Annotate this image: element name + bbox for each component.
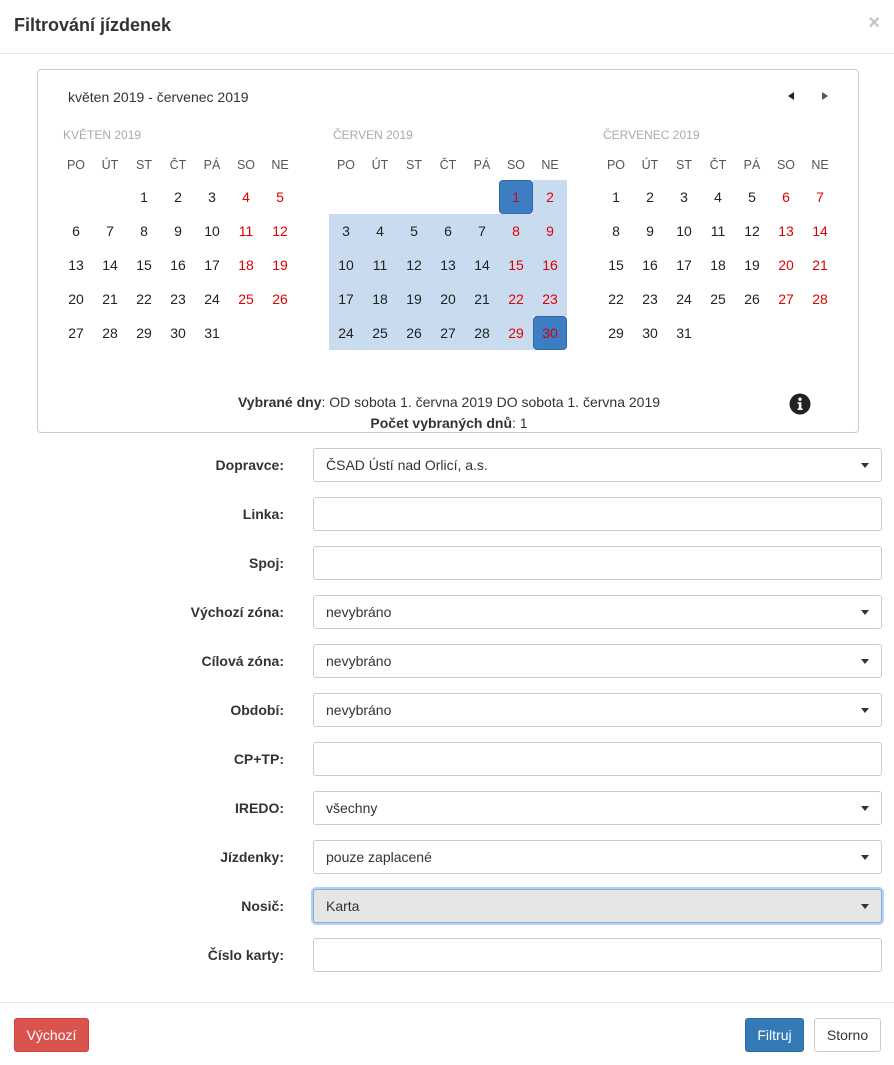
calendar-day[interactable]: 20	[68, 291, 84, 307]
calendar-day[interactable]: 9	[533, 214, 567, 248]
weekday-header: NE	[541, 158, 559, 172]
calendar-day[interactable]: 12	[397, 248, 431, 282]
calendar-day[interactable]: 26	[397, 316, 431, 350]
calendar-day[interactable]: 1	[499, 180, 533, 214]
calendar-day[interactable]: 20	[431, 282, 465, 316]
filter-button[interactable]: Filtruj	[745, 1018, 804, 1052]
calendar-day[interactable]: 30	[170, 325, 186, 341]
tickets-select-value: pouze zaplacené	[326, 849, 432, 865]
calendar-day[interactable]: 4	[363, 214, 397, 248]
calendar-day[interactable]: 14	[465, 248, 499, 282]
calendar-day[interactable]: 8	[140, 223, 148, 239]
close-button[interactable]: ×	[868, 12, 880, 34]
weekday-header: SO	[776, 158, 796, 172]
calendar-day[interactable]: 7	[816, 189, 824, 205]
iredo-select[interactable]	[313, 791, 882, 825]
chevron-down-icon	[861, 708, 869, 713]
calendar-day[interactable]: 5	[748, 189, 756, 205]
calendar-day[interactable]: 27	[68, 325, 84, 341]
origin-zone-label: Výchozí zóna:	[190, 604, 284, 620]
chevron-down-icon	[861, 463, 869, 468]
row-destination-zone	[0, 644, 894, 678]
tickets-label: Jízdenky:	[220, 849, 284, 865]
weekday-header: ST	[676, 158, 692, 172]
iredo-label: IREDO:	[235, 800, 284, 816]
chevron-down-icon	[861, 904, 869, 909]
previous-month-icon[interactable]	[784, 88, 798, 104]
line-label: Linka:	[242, 506, 284, 522]
calendar-day[interactable]: 14	[812, 223, 828, 239]
calendar-day[interactable]: 3	[329, 214, 363, 248]
weekday-header: ČT	[169, 158, 187, 172]
modal-header	[0, 0, 894, 54]
row-line	[0, 497, 894, 531]
modal-title: Filtrování jízdenek	[14, 15, 172, 35]
calendar-day[interactable]: 6	[72, 223, 80, 239]
weekday-header: SO	[506, 158, 526, 172]
calendar-day[interactable]: 22	[499, 282, 533, 316]
cancel-button[interactable]: Storno	[814, 1018, 881, 1052]
weekday-header: PÁ	[203, 158, 221, 172]
calendar-day[interactable]: 9	[174, 223, 182, 239]
row-card-number	[0, 938, 894, 972]
calendar-day[interactable]: 11	[710, 223, 726, 239]
month-name: KVĚTEN 2019	[63, 128, 142, 142]
calendar-day[interactable]: 23	[642, 291, 658, 307]
calendar-day[interactable]: 27	[431, 316, 465, 350]
calendar-range-title: květen 2019 - červenec 2019	[68, 89, 249, 105]
calendar-day[interactable]: 21	[102, 291, 118, 307]
calendar-day[interactable]: 19	[272, 257, 288, 273]
calendar-day[interactable]: 30	[533, 316, 567, 350]
origin-zone-select[interactable]	[313, 595, 882, 629]
chevron-down-icon	[861, 610, 869, 615]
row-origin-zone	[0, 595, 894, 629]
period-label: Období:	[230, 702, 284, 718]
calendar-day[interactable]: 16	[642, 257, 658, 273]
calendar-day[interactable]: 8	[612, 223, 620, 239]
calendar-day[interactable]: 17	[676, 257, 692, 273]
weekday-header: ST	[406, 158, 422, 172]
weekday-header: PO	[336, 158, 356, 172]
carrier-type-label: Nosič:	[241, 898, 284, 914]
selected-days-value: : OD sobota 1. června 2019 DO sobota 1. června 2019	[321, 394, 661, 410]
calendar-day[interactable]: 24	[329, 316, 363, 350]
calendar-day[interactable]: 7	[465, 214, 499, 248]
calendar-day[interactable]: 11	[363, 248, 397, 282]
calendar-day[interactable]: 15	[608, 257, 624, 273]
row-cptp	[0, 742, 894, 776]
selected-days-summary	[38, 394, 860, 410]
calendar-day[interactable]: 27	[778, 291, 794, 307]
calendar-day[interactable]: 15	[499, 248, 533, 282]
trip-label: Spoj:	[249, 555, 284, 571]
card-number-input[interactable]	[313, 938, 882, 972]
weekday-header: PO	[606, 158, 626, 172]
selected-count-label: Počet vybraných dnů	[370, 415, 512, 431]
calendar-day[interactable]: 18	[238, 257, 254, 273]
calendar-day[interactable]: 12	[272, 223, 288, 239]
calendar-day[interactable]: 25	[363, 316, 397, 350]
calendar-day[interactable]: 3	[208, 189, 216, 205]
calendar-day[interactable]: 23	[533, 282, 567, 316]
carrier-select[interactable]	[313, 448, 882, 482]
calendar-day[interactable]: 15	[136, 257, 152, 273]
calendar-day[interactable]: 4	[242, 189, 250, 205]
selected-count-value: : 1	[512, 415, 528, 431]
modal-footer	[0, 1002, 894, 1065]
weekday-header: ÚT	[101, 158, 119, 172]
calendar-day[interactable]: 23	[170, 291, 186, 307]
calendar-day[interactable]: 24	[204, 291, 220, 307]
chevron-down-icon	[861, 806, 869, 811]
calendar-day[interactable]: 10	[204, 223, 220, 239]
default-button[interactable]: Výchozí	[14, 1018, 89, 1052]
selected-days-label: Vybrané dny	[237, 394, 322, 410]
calendar-day[interactable]: 9	[646, 223, 654, 239]
calendar-day[interactable]: 29	[136, 325, 152, 341]
calendar-day[interactable]: 22	[136, 291, 152, 307]
calendar-day[interactable]: 2	[533, 180, 567, 214]
calendar-day[interactable]: 13	[431, 248, 465, 282]
line-input[interactable]	[313, 497, 882, 531]
calendar-day[interactable]: 26	[744, 291, 760, 307]
info-icon[interactable]	[789, 393, 811, 415]
period-select-value: nevybráno	[326, 702, 392, 718]
tickets-select[interactable]	[313, 840, 882, 874]
weekday-header: PÁ	[473, 158, 491, 172]
calendar-day[interactable]: 26	[272, 291, 288, 307]
calendar-day[interactable]: 10	[329, 248, 363, 282]
weekday-header: ÚT	[641, 158, 659, 172]
calendar-day[interactable]: 25	[710, 291, 726, 307]
calendar-day[interactable]: 1	[612, 189, 620, 205]
destination-zone-select-value: nevybráno	[326, 653, 392, 669]
next-month-icon[interactable]	[818, 88, 832, 104]
calendar-day[interactable]: 5	[276, 189, 284, 205]
row-tickets	[0, 840, 894, 874]
calendar-day[interactable]: 10	[676, 223, 692, 239]
calendar-day[interactable]: 25	[238, 291, 254, 307]
period-select[interactable]	[313, 693, 882, 727]
calendar-day[interactable]: 18	[710, 257, 726, 273]
calendar-day[interactable]: 4	[714, 189, 722, 205]
cptp-input[interactable]	[313, 742, 882, 776]
weekday-header: ČT	[439, 158, 457, 172]
weekday-header: PO	[66, 158, 86, 172]
calendar-day[interactable]: 2	[646, 189, 654, 205]
calendar-day[interactable]: 6	[782, 189, 790, 205]
carrier-select-value: ČSAD Ústí nad Orlicí, a.s.	[326, 457, 488, 473]
chevron-down-icon	[861, 659, 869, 664]
card-number-label: Číslo karty:	[207, 947, 284, 963]
calendar-day[interactable]: 13	[68, 257, 84, 273]
row-trip	[0, 546, 894, 580]
row-carrier	[0, 448, 894, 482]
calendar-day[interactable]: 17	[329, 282, 363, 316]
calendar-day[interactable]: 28	[102, 325, 118, 341]
iredo-select-value: všechny	[326, 800, 378, 816]
calendar-day[interactable]: 13	[778, 223, 794, 239]
weekday-header: NE	[271, 158, 289, 172]
calendar-day[interactable]: 28	[465, 316, 499, 350]
calendar-day[interactable]: 30	[642, 325, 658, 341]
trip-input[interactable]	[313, 546, 882, 580]
weekday-header: NE	[811, 158, 829, 172]
calendar-day[interactable]: 2	[174, 189, 182, 205]
carrier-type-select[interactable]	[313, 889, 882, 923]
calendar-day[interactable]: 20	[778, 257, 794, 273]
calendar-day[interactable]: 7	[106, 223, 114, 239]
month-name: ČERVEN 2019	[333, 128, 413, 142]
weekday-header: ČT	[709, 158, 727, 172]
calendar-day[interactable]: 16	[533, 248, 567, 282]
calendar-day[interactable]: 11	[238, 223, 254, 239]
calendar-day[interactable]: 17	[204, 257, 220, 273]
calendar-day[interactable]: 22	[608, 291, 624, 307]
cptp-label: CP+TP:	[233, 751, 284, 767]
destination-zone-label: Cílová zóna:	[201, 653, 284, 669]
month-name: ČERVENEC 2019	[603, 128, 700, 142]
calendar-day[interactable]: 8	[499, 214, 533, 248]
calendar-day[interactable]: 19	[744, 257, 760, 273]
calendar-day[interactable]: 31	[676, 325, 692, 341]
calendar-day[interactable]: 5	[397, 214, 431, 248]
date-range-calendar	[37, 69, 859, 433]
calendar-day[interactable]: 14	[102, 257, 118, 273]
calendar-day[interactable]: 29	[499, 316, 533, 350]
row-period	[0, 693, 894, 727]
origin-zone-select-value: nevybráno	[326, 604, 392, 620]
weekday-header: SO	[236, 158, 256, 172]
calendar-day[interactable]: 24	[676, 291, 692, 307]
destination-zone-select[interactable]	[313, 644, 882, 678]
calendar-day[interactable]: 16	[170, 257, 186, 273]
weekday-header: PÁ	[743, 158, 761, 172]
calendar-day[interactable]: 28	[812, 291, 828, 307]
carrier-type-select-value: Karta	[326, 898, 360, 914]
selected-count-summary	[38, 415, 860, 431]
chevron-down-icon	[861, 855, 869, 860]
calendar-day[interactable]: 18	[363, 282, 397, 316]
calendar-day[interactable]: 29	[608, 325, 624, 341]
calendar-day[interactable]: 3	[680, 189, 688, 205]
calendar-day[interactable]: 31	[204, 325, 220, 341]
carrier-label: Dopravce:	[215, 457, 284, 473]
calendar-day[interactable]: 21	[812, 257, 828, 273]
weekday-header: ST	[136, 158, 152, 172]
calendar-day[interactable]: 21	[465, 282, 499, 316]
calendar-day[interactable]: 6	[431, 214, 465, 248]
calendar-day[interactable]: 1	[140, 189, 148, 205]
row-iredo	[0, 791, 894, 825]
row-carrier-type	[0, 889, 894, 923]
weekday-header: ÚT	[371, 158, 389, 172]
calendar-day[interactable]: 12	[744, 223, 760, 239]
calendar-day[interactable]: 19	[397, 282, 431, 316]
